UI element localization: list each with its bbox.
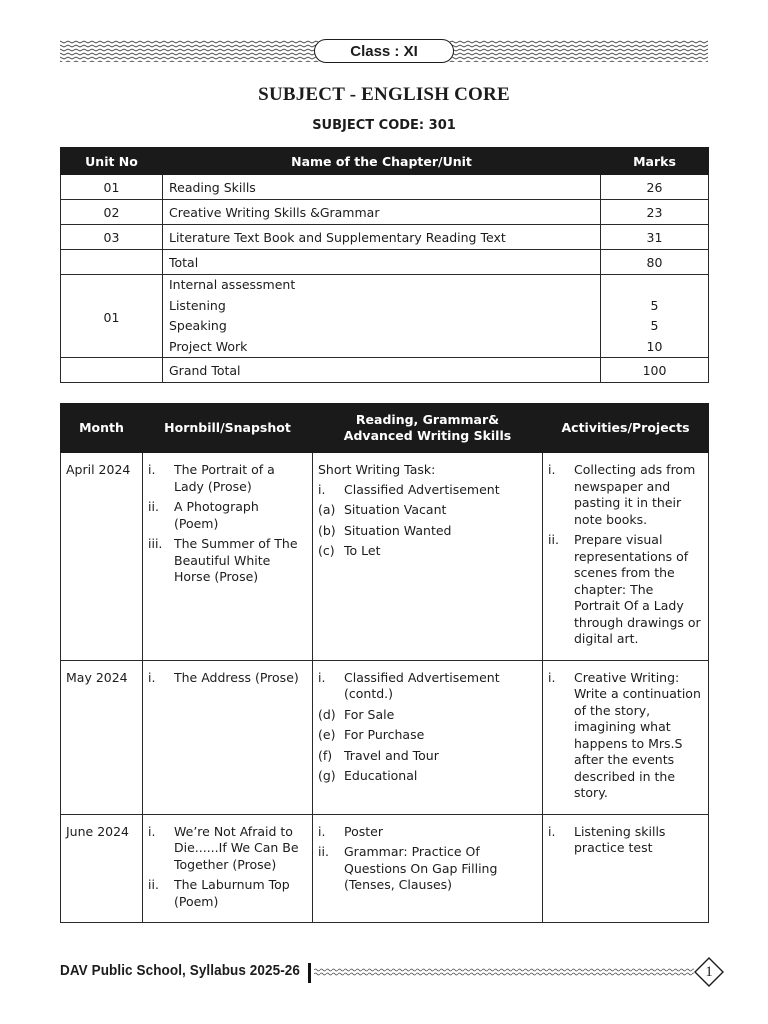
list-item: (a) Situation Vacant: [318, 502, 447, 517]
list-item: (b) Situation Wanted: [318, 522, 452, 538]
hornbill-cell: [143, 453, 313, 661]
activities-cell: [543, 660, 709, 814]
list-item: iii. The Summer of The Beautiful White Horse (Prose): [148, 536, 298, 584]
list-item: ii. The Laburnum Top (Poem): [148, 877, 290, 909]
chapter-name: Literature Text Book and Supplementary Reading Text: [163, 225, 601, 250]
internal-assessment-label: Internal assessment: [169, 277, 296, 292]
month-cell: April 2024: [61, 453, 143, 661]
month-cell: May 2024: [61, 660, 143, 814]
class-label: Class : XI: [314, 39, 454, 63]
activities-cell: [543, 814, 709, 923]
header-hornbill: Hornbill/Snapshot: [143, 404, 313, 453]
plan-table-header: [61, 404, 709, 453]
list-item: i. Classified Advertisement (contd.): [318, 669, 500, 701]
list-item: i. Listening skills practice test: [548, 823, 666, 855]
speaking-label: Speaking: [169, 318, 227, 333]
activities-cell: [543, 453, 709, 661]
grand-total-label: Grand Total: [163, 358, 601, 383]
speaking-marks: 5: [650, 318, 659, 333]
reading-cell: [313, 814, 543, 923]
list-item: i. Creative Writing: Write a continuation of the story, imagining what happens to Mrs.S after the events described in the story.: [548, 669, 701, 800]
marks-value: 31: [601, 225, 709, 250]
chapter-name: Reading Skills: [163, 175, 601, 200]
hornbill-cell: [143, 660, 313, 814]
chapter-name: Creative Writing Skills &Grammar: [163, 200, 601, 225]
list-item: ii. Prepare visual representations of scenes from the chapter: The Portrait Of a Lady through drawings or digital art.: [548, 532, 701, 646]
header-chapter-name: Name of the Chapter/Unit: [163, 148, 601, 175]
hornbill-cell: [143, 814, 313, 923]
footer-wave-rule: [314, 965, 694, 979]
marks-table: [60, 147, 709, 383]
header-unit-no: Unit No: [61, 148, 163, 175]
header-marks: Marks: [601, 148, 709, 175]
header-activities: Activities/Projects: [543, 404, 709, 453]
page-number: 1: [705, 963, 713, 980]
reading-cell: [313, 453, 543, 661]
total-row: [61, 250, 709, 275]
listening-marks: 5: [650, 297, 659, 313]
unit-no: 03: [61, 225, 163, 250]
table-row: [61, 225, 709, 250]
table-row: [61, 200, 709, 225]
marks-table-header: [61, 148, 709, 175]
table-row: [61, 660, 709, 814]
unit-no: [61, 250, 163, 275]
unit-no: [61, 358, 163, 383]
header-month: Month: [61, 404, 143, 453]
list-item: (g) Educational: [318, 768, 418, 783]
reading-lead: Short Writing Task:: [318, 462, 436, 477]
total-marks: 80: [601, 250, 709, 275]
internal-assessment-marks: [607, 275, 702, 296]
list-item: i. Classified Advertisement: [318, 481, 500, 497]
subject-code: SUBJECT CODE: 301: [312, 118, 456, 133]
table-row: [61, 175, 709, 200]
month-cell: June 2024: [61, 814, 143, 923]
table-row: [61, 453, 709, 661]
footer-divider: [308, 963, 311, 983]
list-item: i. The Portrait of a Lady (Prose): [148, 462, 275, 494]
grand-total-row: [61, 358, 709, 383]
listening-label: Listening: [169, 297, 226, 313]
list-item: ii. Grammar: Practice Of Questions On Gap Filling (Tenses, Clauses): [318, 844, 498, 892]
unit-no: 02: [61, 200, 163, 225]
total-label: Total: [163, 250, 601, 275]
list-item: i. Collecting ads from newspaper and pasting it in their note books.: [548, 462, 696, 527]
unit-no: 01: [61, 175, 163, 200]
list-item: i. We’re Not Afraid to Die......If We Can Be Together (Prose): [148, 823, 299, 872]
internal-assessment-row: [61, 275, 709, 358]
marks-value: 23: [601, 200, 709, 225]
list-item: (d) For Sale: [318, 706, 395, 722]
list-item: i. The Address (Prose): [148, 669, 299, 685]
reading-cell: [313, 660, 543, 814]
table-row: [61, 814, 709, 923]
marks-value: 26: [601, 175, 709, 200]
footer-school-syllabus: DAV Public School, Syllabus 2025-26: [60, 962, 300, 979]
project-work-marks: 10: [646, 338, 663, 354]
header-reading-grammar: Reading, Grammar& Advanced Writing Skills: [313, 404, 543, 453]
monthly-plan-table: [60, 403, 709, 923]
list-item: i. Poster: [318, 823, 383, 839]
list-item: (f) Travel and Tour: [318, 747, 439, 763]
grand-total-marks: 100: [601, 358, 709, 383]
unit-no: 01: [103, 309, 120, 325]
project-work-label: Project Work: [169, 338, 248, 354]
list-item: (c) To Let: [318, 543, 381, 558]
list-item: (e) For Purchase: [318, 727, 425, 742]
list-item: ii. A Photograph (Poem): [148, 499, 259, 531]
page-title: SUBJECT - ENGLISH CORE: [258, 84, 510, 105]
